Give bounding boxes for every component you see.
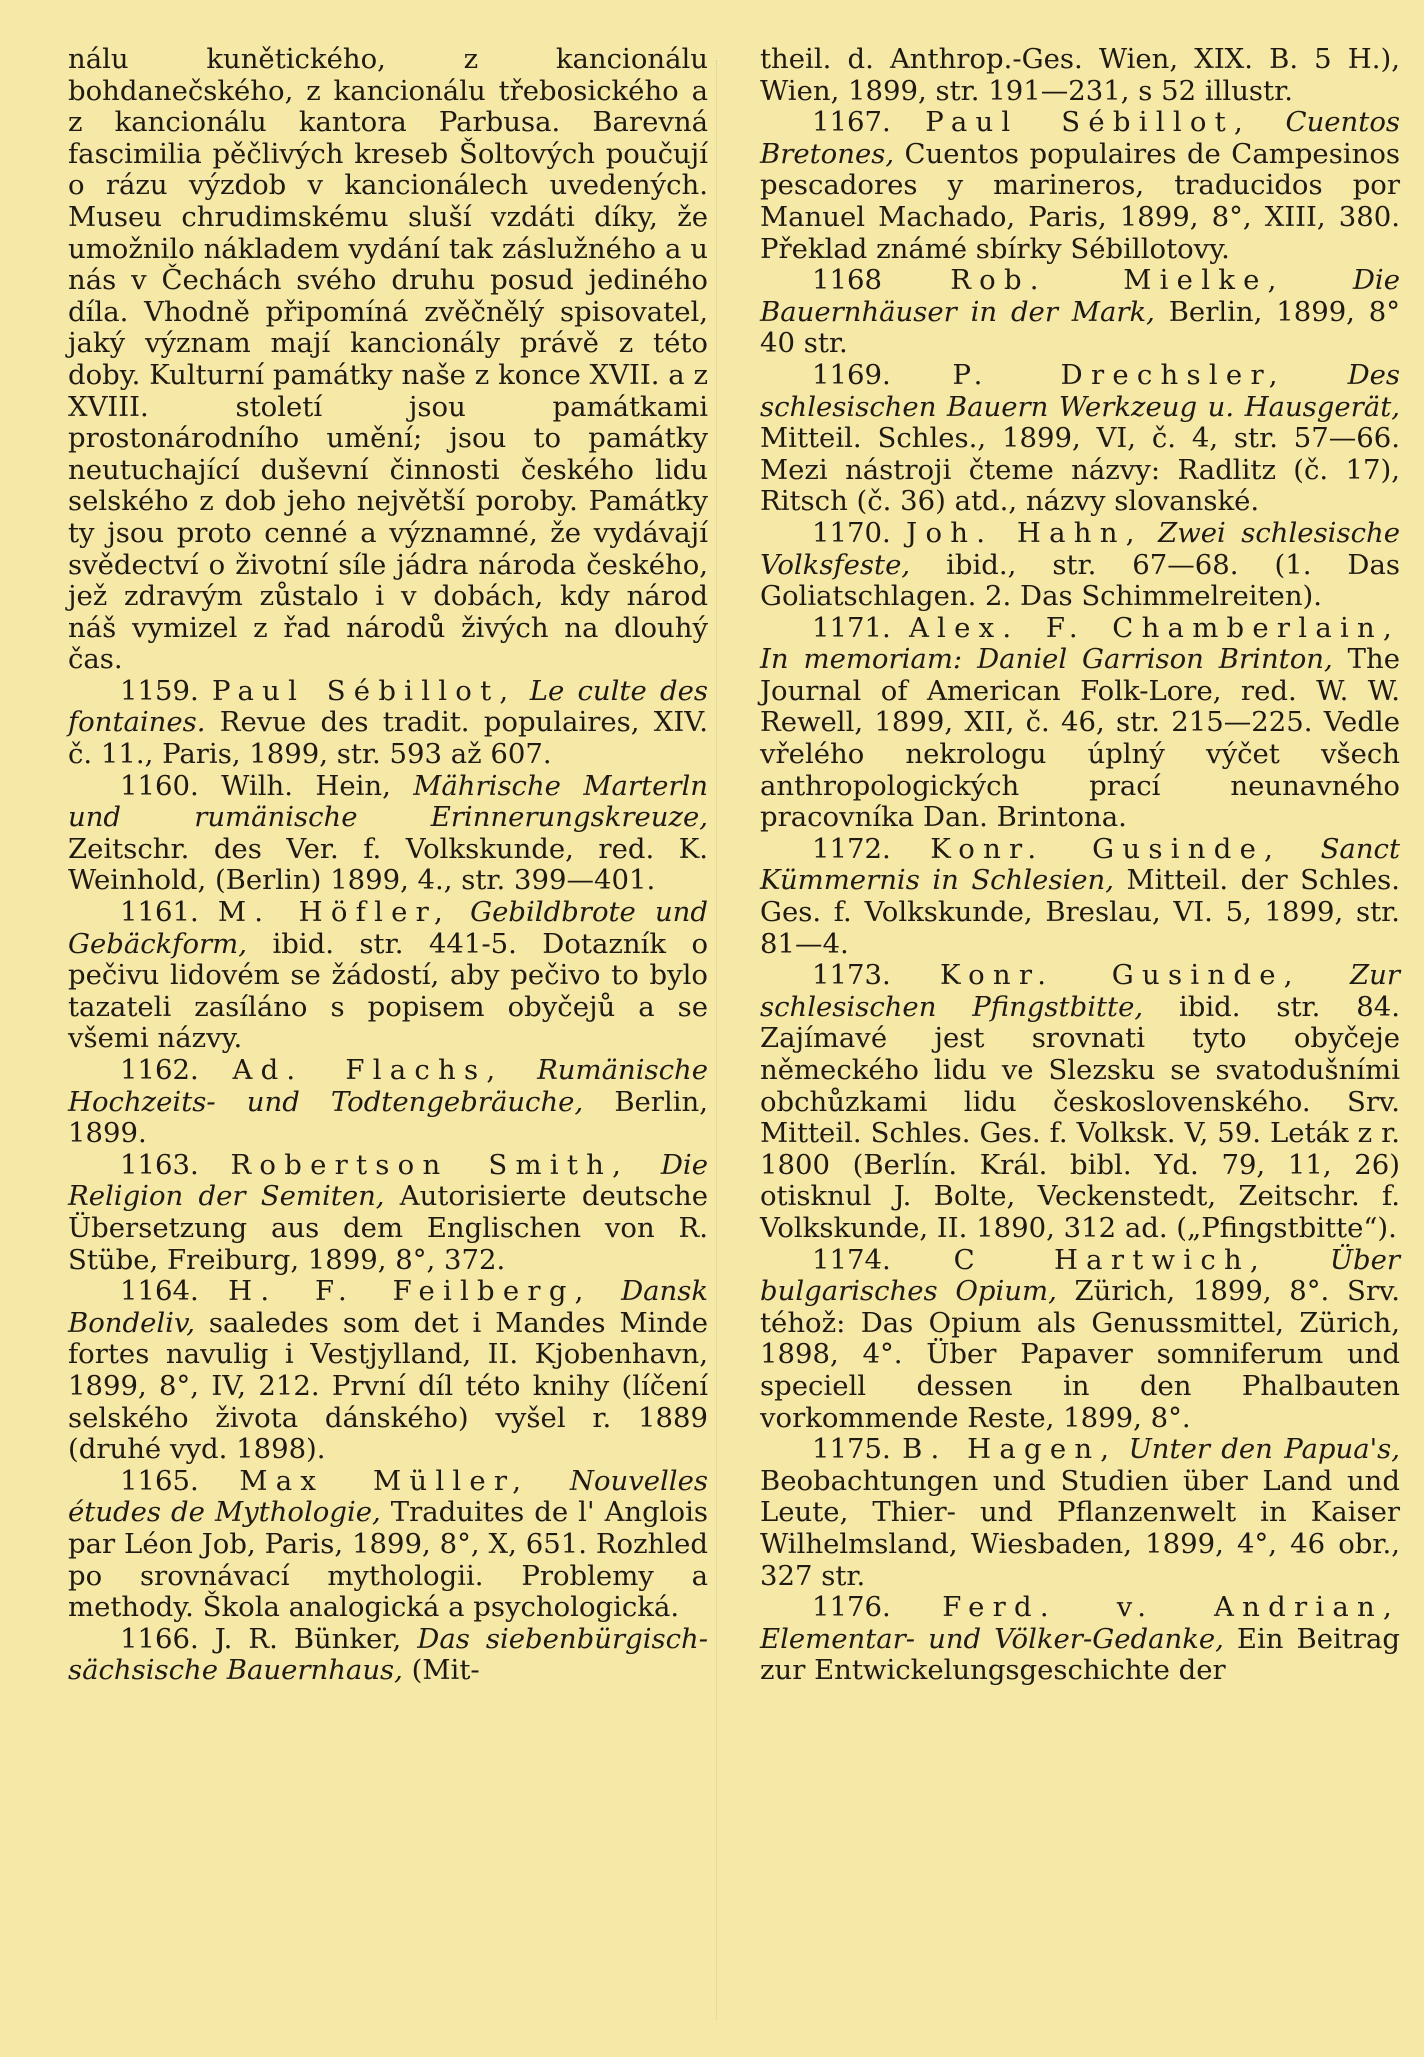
- entry-number: 1167.: [812, 106, 891, 139]
- entry-author: Konr. Gusinde,: [930, 832, 1282, 865]
- entry-1172: [760, 834, 1400, 960]
- entry-title: Des schlesischen Bauern Werkzeug u. Hausgerät,: [760, 358, 1401, 423]
- entry-details: Cuentos populaires de Campesinos pescadores y marineros, traducidos por Manuel Machado, Paris, 1899, 8°, XIII, 380. Překlad známé sbírky Sébillotovy.: [760, 137, 1400, 265]
- entry-author: C Hartwich,: [953, 1243, 1267, 1276]
- entry-title: Rumänische Hochzeits- und Todtengebräuche,: [68, 1054, 708, 1118]
- entry-number: 1163.: [120, 1148, 199, 1181]
- entry-title: In memoriam: Daniel Garrison Brinton,: [760, 643, 1333, 676]
- entry-1168: [760, 265, 1400, 360]
- entry-title: Über bulgarisches Opium,: [760, 1243, 1401, 1308]
- entry-number: 1165.: [120, 1464, 199, 1497]
- entry-title: Unter den Papua's,: [1128, 1433, 1400, 1466]
- entry-number: 1168: [812, 264, 882, 297]
- entry-title: Die Bauernhäuser in der Mark,: [760, 264, 1400, 328]
- entry-1164: [68, 1276, 708, 1466]
- entry-author: Alex. F. Chamberlain,: [908, 611, 1400, 644]
- entry-title: Gebildbrote und Gebäckform,: [68, 896, 708, 960]
- entry-author: M. Höfler,: [217, 896, 452, 929]
- entry-details: Zürich, 1899, 8°. Srv. téhož: Das Opium als Genussmittel, Zürich, 1898, 4°. Über Papaver somniferum und speciell dessen in den Phalbauten vorkommende Reste, 1899, 8°.: [760, 1275, 1400, 1434]
- entry-number: 1173.: [812, 959, 891, 992]
- entry-number: 1172.: [812, 832, 891, 865]
- entry-details: Revue des tradit. populaires, XIV. č. 11., Paris, 1899, str. 593 až 607.: [68, 706, 708, 771]
- entry-details: ibid. str. 84. Zajímavé jest srovnati tyto obyčeje německého lidu ve Slezsku se svatodušními obchůzkami lidu československého. Srv. Mitteil. Schles. Ges. f. Volksk. V, 59. Leták z r. 1800 (Berlín. Král. bibl. Yd. 79, 11, 26) otisknul J. Bolte, Veckenstedt, Zeitschr. f. Volkskunde, II. 1890, 312 ad. („Pfingstbitte“).: [760, 990, 1401, 1244]
- entry-author: J. R. Bünker,: [214, 1622, 402, 1655]
- entry-details: saaledes som det i Mandes Minde fortes navulig i Vestjylland, II. Kjobenhavn, 1899, 8°, IV, 212. První díl této knihy (líčení selského života dánského) vyšel r. 1889 (druhé vyd. 1898).: [68, 1306, 708, 1466]
- entry-1162: [68, 1055, 708, 1150]
- entry-number: 1176.: [812, 1591, 891, 1624]
- entry-author: Ferd. v. Andrian,: [942, 1591, 1400, 1624]
- entry-number: 1164.: [120, 1275, 199, 1308]
- entry-1166: [68, 1624, 708, 1687]
- entry-number: 1169.: [812, 358, 891, 391]
- entry-title: Cuentos Bretones,: [760, 106, 1400, 170]
- entry-1174: [760, 1245, 1400, 1435]
- entry-author: Paul Sébillot,: [925, 106, 1251, 139]
- entry-title: Das siebenbürgisch-sächsische Bauernhaus,: [68, 1622, 709, 1687]
- entry-1161: [68, 897, 708, 1055]
- entry-title: Mährische Marterln und rumänische Erinnerungskreuze,: [68, 769, 708, 834]
- entry-1175: [760, 1434, 1400, 1592]
- entry-details: ibid. str. 441-5. Dotazník o pečivu lidovém se žádostí, aby pečivo to bylo tazateli zasíláno s popisem obyčejů a se všemi názvy.: [68, 927, 708, 1055]
- right-column: [760, 44, 1400, 2057]
- entry-details: The Journal of American Folk-Lore, red. W. W. Rewell, 1899, XII, č. 46, str. 215—225. Vedle vřelého nekrologu úplný výčet všech anthropologických prací neunavného pracovníka Dan. Brintona.: [760, 643, 1400, 834]
- entry-details: Autorisierte deutsche Übersetzung aus dem Englischen von R. Stübe, Freiburg, 1899, 8°, 372.: [68, 1180, 708, 1276]
- entry-details: Ein Beitrag zur Entwickelungsgeschichte der: [760, 1622, 1400, 1687]
- entry-number: 1162.: [120, 1054, 199, 1086]
- right-continuation: theil. d. Anthrop.-Ges. Wien, XIX. B. 5 H.), Wien, 1899, str. 191—231, s 52 illustr.: [760, 43, 1400, 107]
- entry-details: Mitteil. Schles., 1899, VI, č. 4, str. 57—66. Mezi nástroji čteme názvy: Radlitz (č. 17), Ritsch (č. 36) atd., názvy slovanské.: [760, 422, 1400, 518]
- entry-details: Berlin, 1899, 8° 40 str.: [760, 295, 1400, 360]
- entry-author: H. F. Feilberg,: [228, 1275, 592, 1308]
- entry-author: Rob. Mielke,: [950, 264, 1285, 297]
- entry-title: Zwei schlesische Volksfeste,: [760, 516, 1400, 581]
- entry-number: 1175.: [812, 1433, 891, 1466]
- entry-1170: [760, 518, 1400, 613]
- left-column: [68, 44, 708, 2057]
- entry-author: Paul Sébillot,: [212, 674, 517, 707]
- entry-author: P. Drechsler,: [952, 358, 1286, 391]
- entry-1171: [760, 613, 1400, 834]
- entry-author: Max Müller,: [239, 1464, 530, 1497]
- entry-details: Zeitschr. des Ver. f. Volkskunde, red. K. Weinhold, (Berlin) 1899, 4., str. 399—401.: [68, 832, 708, 897]
- entry-title: Elementar- und Völker-Gedanke,: [760, 1622, 1224, 1655]
- entry-1167: [760, 107, 1400, 265]
- entry-author: Ad. Flachs,: [232, 1054, 504, 1086]
- entry-details: Mitteil. der Schles. Ges. f. Volkskunde, Breslau, VI. 5, 1899, str. 81—4.: [760, 864, 1400, 960]
- entry-title: Zur schlesischen Pfingstbitte,: [760, 959, 1400, 1023]
- entry-title: Nouvelles études de Mythologie,: [68, 1464, 708, 1529]
- entry-number: 1166.: [120, 1622, 199, 1655]
- entry-author: B. Hagen,: [902, 1433, 1118, 1466]
- entry-1169: [760, 360, 1400, 518]
- entry-details: Berlin, 1899.: [68, 1085, 708, 1150]
- left-intro-paragraph: nálu kunětického, z kancionálu bohdanečského, z kancionálu třebosického a z kancionálu kantora Parbusa. Barevná fascimilia pěčlivých kreseb Šoltových poučují o rázu výzdob v kancionálech uvedených. Museu chrudimskému sluší vzdáti díky, že umožnilo nákladem vydání tak záslužného a u nás v Čechách svého druhu posud jediného díla. Vhodně připomíná zvěčnělý spisovatel, jaký význam mají kancionály právě z této doby. Kulturní památky naše z konce XVII. a z XVIII. století jsou památkami prostonárodního umění; jsou to památky neutuchající duševní činnosti českého lidu selského z dob jeho největší poroby. Památky ty jsou proto cenné a významné, že vydávají svědectví o životní síle jádra národa českého, jež zdravým zůstalo i v dobách, kdy národ náš vymizel z řad národů živých na dlouhý čas.: [68, 43, 708, 676]
- entry-1165: [68, 1466, 708, 1624]
- column-divider: [716, 60, 717, 2020]
- entry-title: Le culte des fontaines.: [68, 674, 709, 739]
- entry-title: Sanct Kümmernis in Schlesien,: [760, 832, 1400, 897]
- entry-author: Wilh. Hein,: [221, 769, 391, 802]
- entry-title: Dansk Bondeliv,: [68, 1275, 708, 1339]
- entry-title: Die Religion der Semiten,: [68, 1148, 708, 1213]
- entry-number: 1161.: [120, 896, 199, 929]
- entry-author: Joh. Hahn,: [906, 516, 1143, 549]
- entry-details: Beobachtungen und Studien über Land und Leute, Thier- und Pflanzenwelt in Kaiser Wilhelmsland, Wiesbaden, 1899, 4°, 46 obr., 327 str.: [760, 1464, 1400, 1592]
- entry-number: 1170.: [812, 516, 891, 549]
- entry-author: Konr. Gusinde,: [940, 959, 1301, 992]
- entry-1173: [760, 960, 1400, 1244]
- entry-1160: [68, 771, 708, 897]
- entry-1159: [68, 676, 708, 771]
- entry-details: ibid., str. 67—68. (1. Das Goliatschlagen. 2. Das Schimmelreiten).: [760, 548, 1400, 613]
- entry-number: 1159.: [120, 674, 199, 707]
- entry-number: 1160.: [120, 769, 199, 802]
- entry-1163: [68, 1150, 708, 1276]
- entry-number: 1171.: [812, 611, 891, 644]
- entry-number: 1174.: [812, 1243, 891, 1276]
- entry-1176: [760, 1592, 1400, 1687]
- entry-details: Traduites de l' Anglois par Léon Job, Paris, 1899, 8°, X, 651. Rozhled po srovnávací mythologii. Problemy a methody. Škola analogická a psychologická.: [68, 1496, 708, 1624]
- entry-details: (Mit-: [402, 1654, 480, 1687]
- entry-author: Robertson Smith,: [230, 1148, 630, 1181]
